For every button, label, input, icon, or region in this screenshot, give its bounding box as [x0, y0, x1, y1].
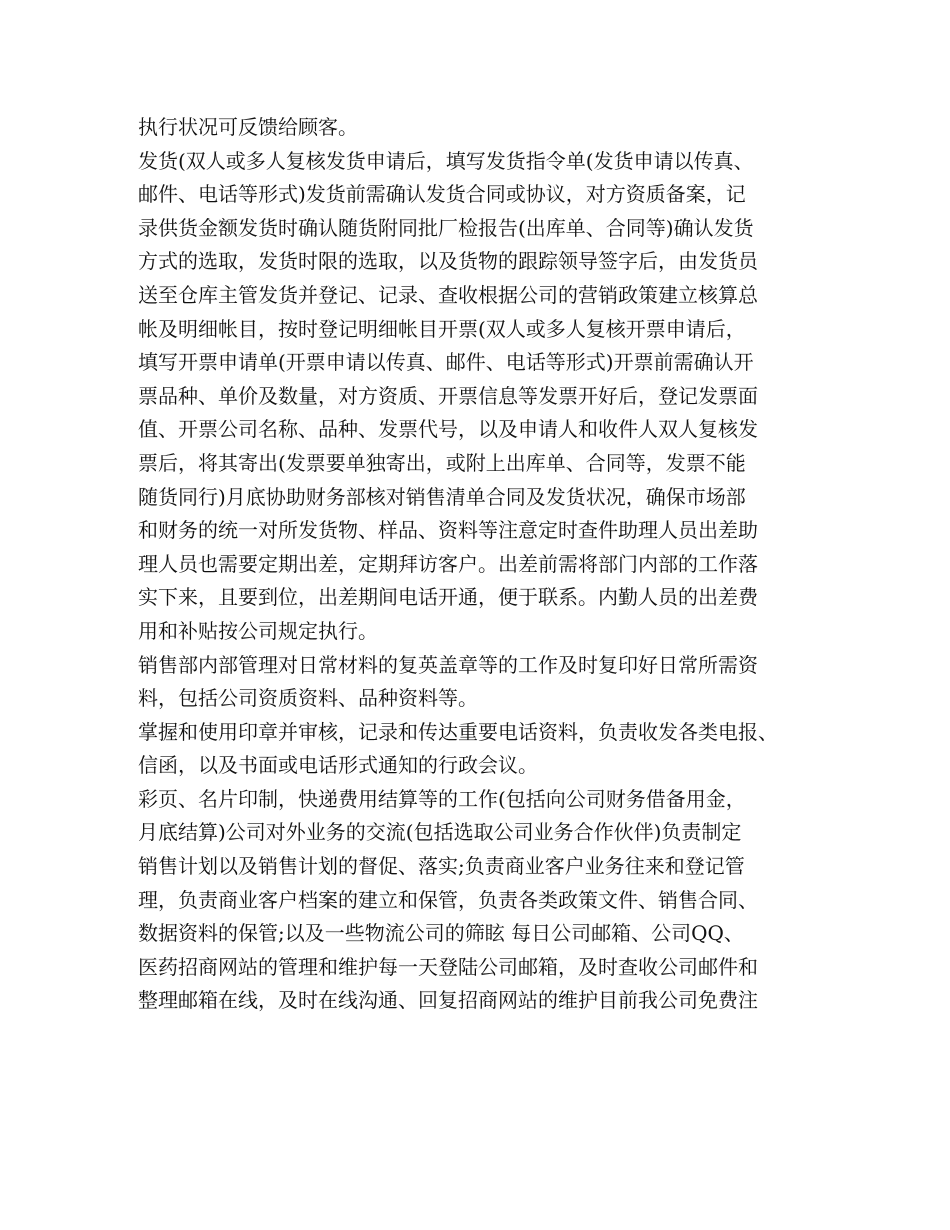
text-line: 录供货金额发货时确认随货附同批厂检报告(出库单、合同等)确认发货: [138, 215, 754, 240]
text-line: 随货同行)月底协助财务部核对销售清单合同及发货状况，确保市场部: [138, 484, 746, 509]
text-line: 掌握和使用印章并审核，记录和传达重要电话资料，负责收发各类电报、: [138, 719, 778, 744]
text-line: 和财务的统一对所发货物、样品、资料等注意定时查件助理人员出差助: [138, 518, 758, 543]
document-body: [138, 111, 828, 1018]
text-line: 料，包括公司资质资料、品种资料等。: [138, 686, 478, 711]
text-line: 医药招商网站的管理和维护每一天登陆公司邮箱，及时查收公司邮件和: [138, 954, 758, 979]
text-line: 发货(双人或多人复核发货申请后，填写发货指令单(发货申请以传真、: [138, 148, 754, 173]
text-line: 数据资料的保管;以及一些物流公司的筛眩 每日公司邮箱、公司QQ、: [138, 921, 744, 946]
paragraph: [138, 111, 828, 145]
paragraph: [138, 716, 828, 783]
paragraph: [138, 783, 828, 1018]
text-line: 送至仓库主管发货并登记、记录、查收根据公司的营销政策建立核算总: [138, 282, 758, 307]
text-line: 邮件、电话等形式)发货前需确认发货合同或协议，对方资质备案，记: [138, 182, 746, 207]
text-line: 整理邮箱在线，及时在线沟通、回复招商网站的维护目前我公司免费注: [138, 988, 758, 1013]
text-line: 理，负责商业客户档案的建立和保管，负责各类政策文件、销售合同、: [138, 887, 758, 912]
text-line: 实下来，且要到位，出差期间电话开通，便于联系。内勤人员的出差费: [138, 585, 758, 610]
text-line: 票品种、单价及数量，对方资质、开票信息等发票开好后，登记发票面: [138, 383, 758, 408]
text-line: 方式的选取，发货时限的选取，以及货物的跟踪领导签字后，由发货员: [138, 249, 758, 274]
text-line: 帐及明细帐目，按时登记明细帐目开票(双人或多人复核开票申请后，: [138, 316, 746, 341]
text-line: 信函，以及书面或电话形式通知的行政会议。: [138, 753, 538, 778]
text-line: 销售部内部管理对日常材料的复英盖章等的工作及时复印好日常所需资: [138, 652, 758, 677]
text-line: 月底结算)公司对外业务的交流(包括选取公司业务合作伙伴)负责制定: [138, 820, 742, 845]
text-line: 填写开票申请单(开票申请以传真、邮件、电话等形式)开票前需确认开: [138, 350, 754, 375]
text-line: 执行状况可反馈给顾客。: [138, 115, 358, 139]
text-line: 值、开票公司名称、品种、发票代号，以及申请人和收件人双人复核发: [138, 417, 758, 442]
paragraph: [138, 145, 828, 649]
text-line: 理人员也需要定期出差，定期拜访客户。出差前需将部门内部的工作落: [138, 551, 758, 576]
text-line: 票后，将其寄出(发票要单独寄出，或附上出库单、合同等，发票不能: [138, 450, 746, 475]
text-line: 用和补贴按公司规定执行。: [138, 618, 378, 643]
text-line: 销售计划以及销售计划的督促、落实;负责商业客户业务往来和登记管: [138, 854, 745, 879]
text-line: 彩页、名片印制，快递费用结算等的工作(包括向公司财务借备用金，: [138, 786, 746, 811]
paragraph: [138, 649, 828, 716]
